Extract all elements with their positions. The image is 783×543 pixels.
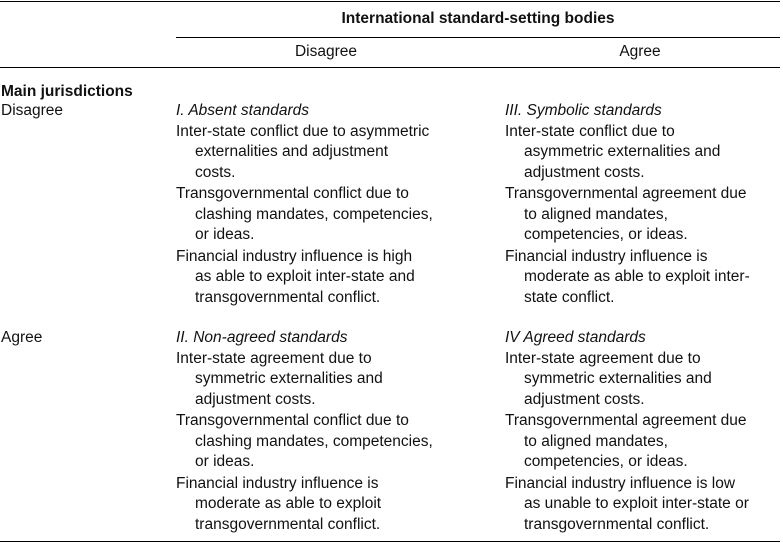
top-rule bbox=[0, 1, 780, 2]
cell-item: Financial industry influence is high as able to exploit inter-state and transgovernmental conflict. bbox=[176, 247, 415, 306]
cell-item: Financial industry influence is low as unable to exploit inter-state or transgovernmental conflict. bbox=[505, 474, 749, 533]
row-group-header: Main jurisdictions bbox=[1, 83, 133, 100]
cell-item: Transgovernmental agreement due to aligned mandates, competencies, or ideas. bbox=[505, 185, 747, 243]
cell-agreed-standards bbox=[505, 328, 783, 535]
bottom-rule bbox=[0, 541, 780, 542]
cell-non-agreed-standards bbox=[176, 328, 476, 535]
cell-item: Financial industry influence is moderate as able to exploit inter- state conflict. bbox=[505, 247, 750, 306]
cell-item: Transgovernmental agreement due to aligned mandates, competencies, or ideas. bbox=[505, 412, 747, 470]
cell-item: Inter-state agreement due to symmetric externalities and adjustment costs. bbox=[176, 349, 383, 408]
row-label-agree: Agree bbox=[1, 329, 43, 346]
cell-item: Inter-state conflict due to asymmetric externalities and adjustment costs. bbox=[505, 122, 721, 181]
row-label-disagree: Disagree bbox=[1, 102, 64, 119]
column-group-header: International standard-setting bodies bbox=[341, 10, 615, 27]
cell-item: Financial industry influence is moderate as able to exploit transgovernmental conflict. bbox=[176, 474, 382, 533]
column-header-agree: Agree bbox=[619, 43, 661, 60]
header-rule bbox=[176, 37, 780, 38]
column-header-disagree: Disagree bbox=[294, 43, 358, 60]
cell-item: Inter-state agreement due to symmetric externalities and adjustment costs. bbox=[505, 349, 712, 408]
cell-title: IV Agreed standards bbox=[505, 329, 646, 346]
cell-title: III. Symbolic standards bbox=[505, 102, 662, 119]
cell-item: Transgovernmental conflict due to clashing mandates, competencies, or ideas. bbox=[176, 185, 433, 243]
cell-title: I. Absent standards bbox=[176, 102, 309, 119]
cell-title: II. Non-agreed standards bbox=[176, 329, 348, 346]
subheader-rule bbox=[0, 67, 780, 68]
cell-item: Inter-state conflict due to asymmetric externalities and adjustment costs. bbox=[176, 122, 430, 181]
cell-absent-standards bbox=[176, 101, 476, 308]
cell-item: Transgovernmental conflict due to clashing mandates, competencies, or ideas. bbox=[176, 412, 433, 470]
cell-symbolic-standards bbox=[505, 101, 783, 308]
